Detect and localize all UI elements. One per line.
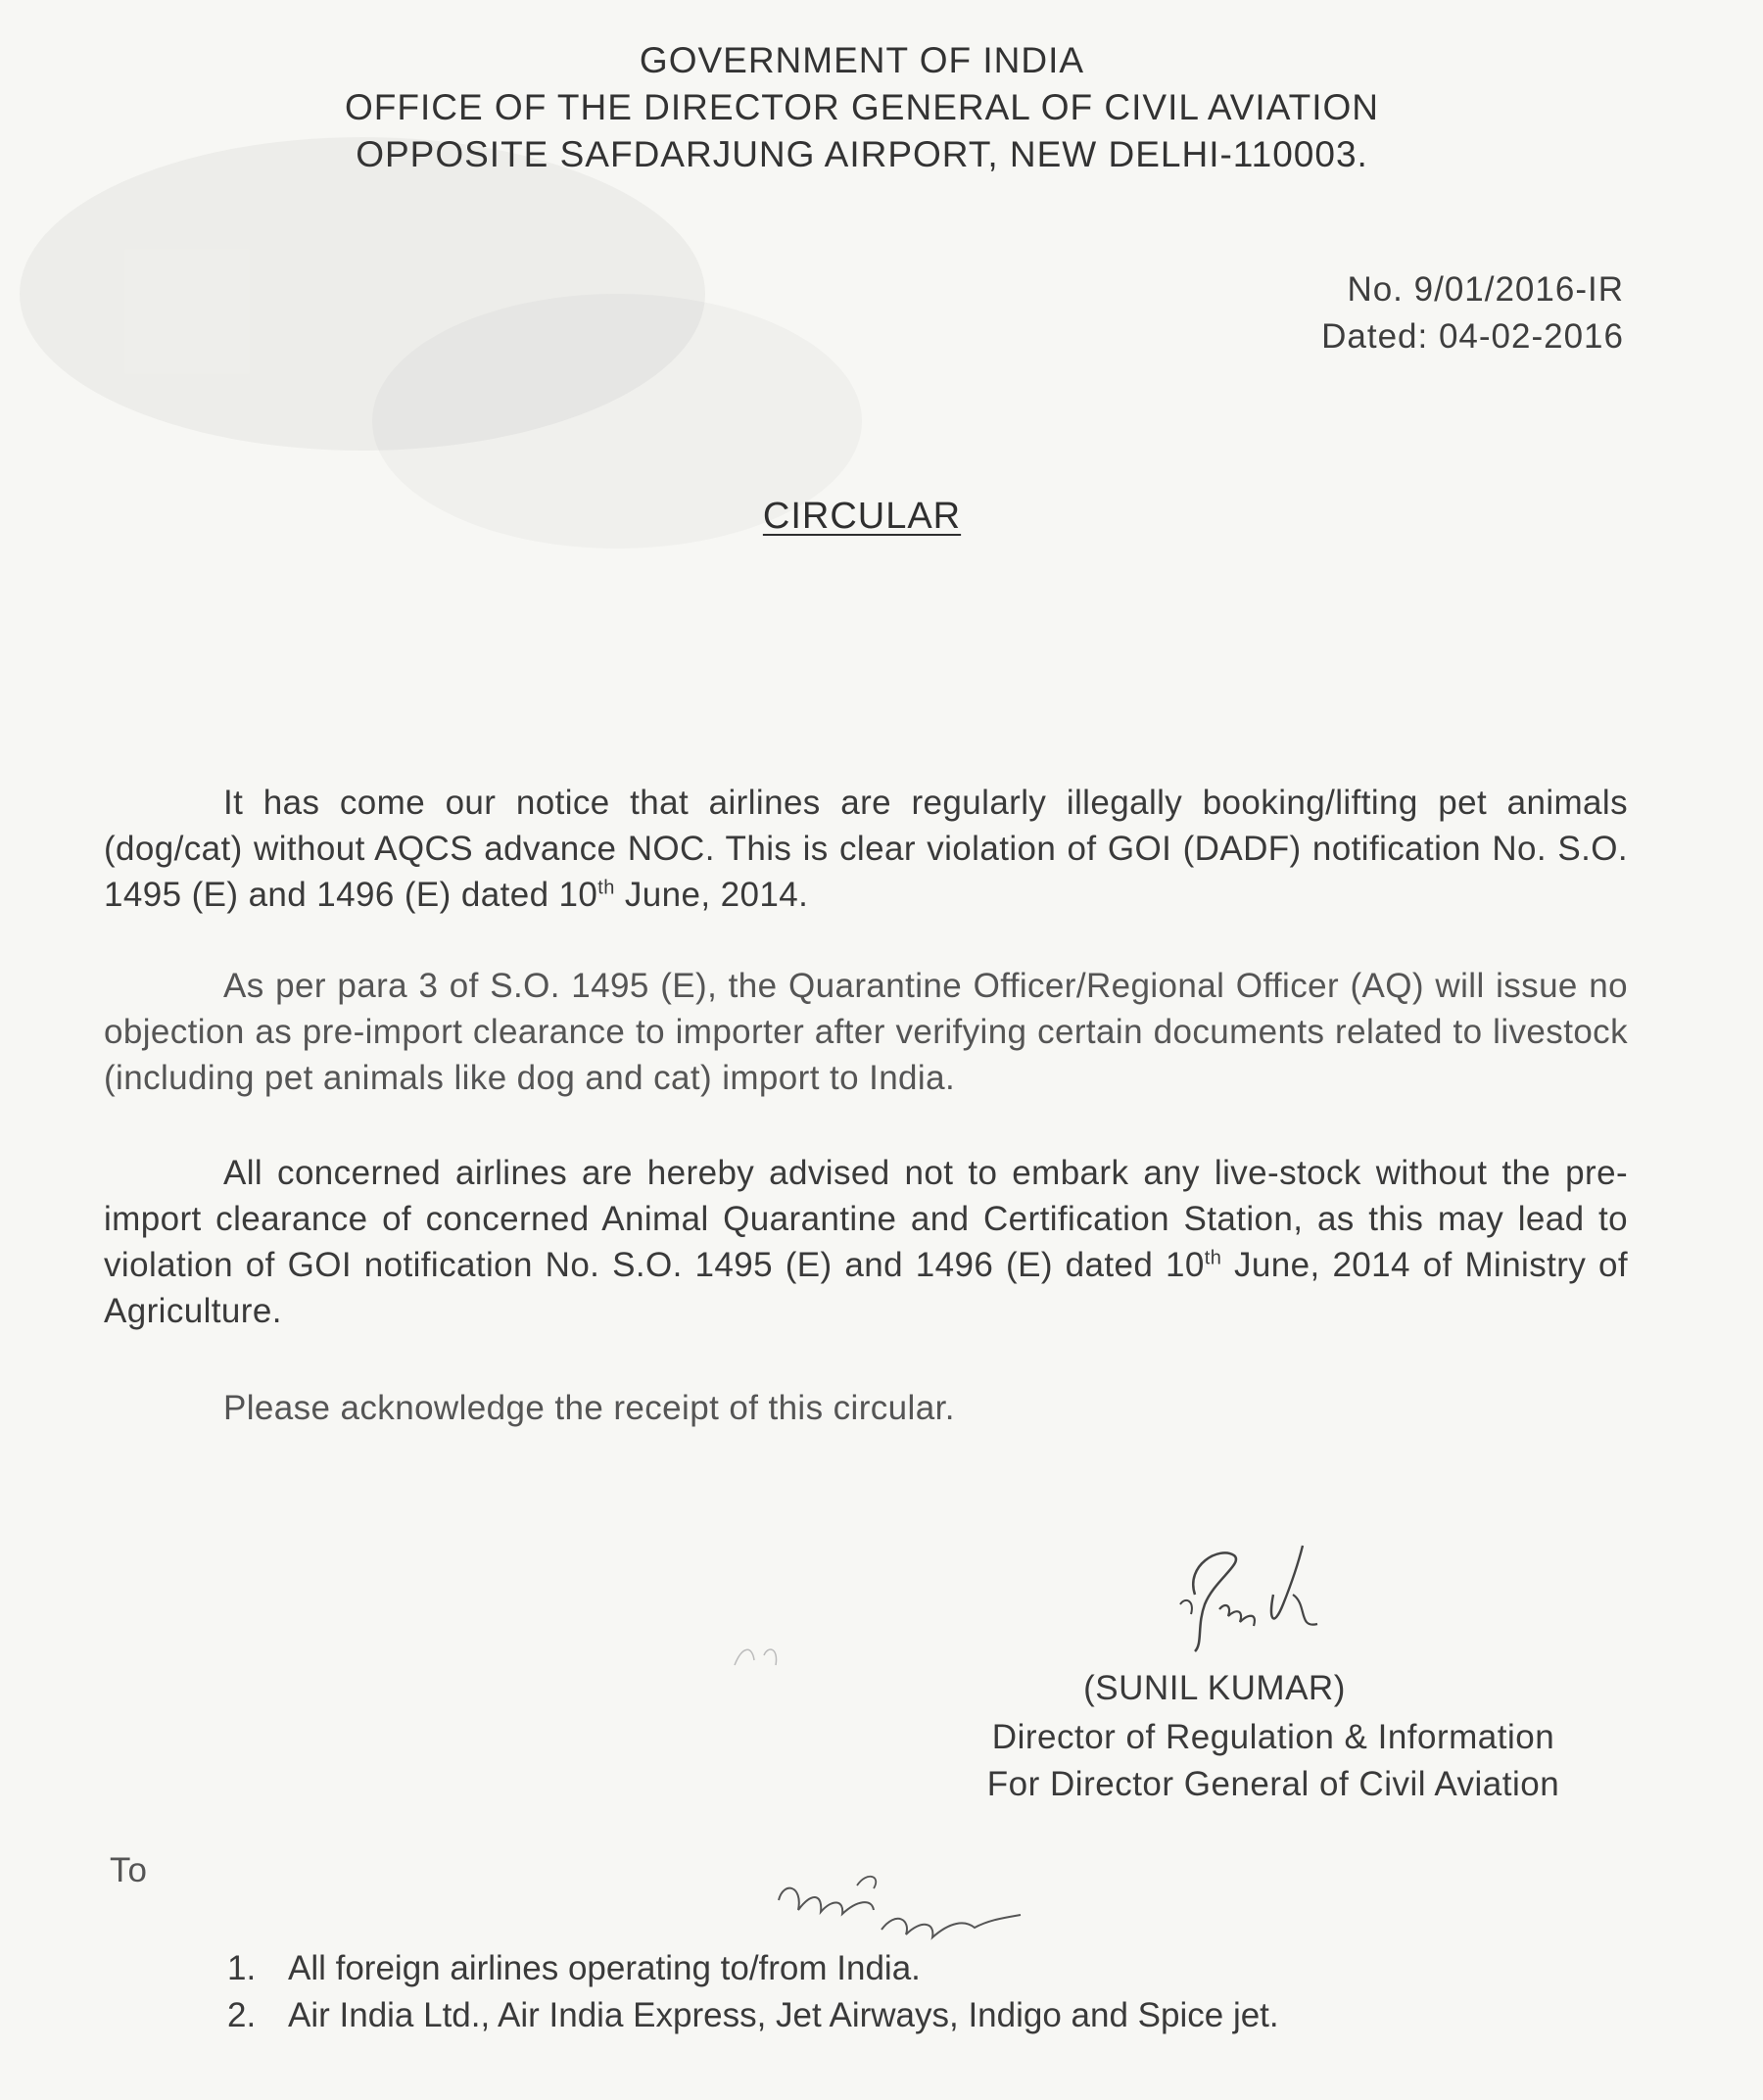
ordinal-suffix: th bbox=[597, 877, 615, 899]
recipient-list bbox=[227, 1945, 1279, 2039]
letterhead bbox=[0, 37, 1724, 178]
paragraph-4-text: Please acknowledge the receipt of this circular. bbox=[223, 1389, 955, 1427]
title-text: CIRCULAR bbox=[762, 496, 962, 537]
list-item bbox=[227, 1945, 1279, 1992]
list-item-text: All foreign airlines operating to/from India. bbox=[288, 1949, 921, 1987]
paragraph-3 bbox=[104, 1150, 1628, 1334]
faint-pencil-mark bbox=[725, 1626, 803, 1685]
list-item-number: 1. bbox=[227, 1949, 257, 1987]
paragraph-1 bbox=[104, 780, 1628, 918]
handwritten-signature bbox=[1126, 1536, 1361, 1663]
ordinal-suffix: th bbox=[1204, 1247, 1222, 1269]
list-item bbox=[227, 1992, 1279, 2039]
reference-date: Dated: 04-02-2016 bbox=[1321, 317, 1624, 356]
to-label: To bbox=[110, 1851, 148, 1889]
list-item-number: 2. bbox=[227, 1996, 257, 2034]
letterhead-line-government: GOVERNMENT OF INDIA bbox=[639, 40, 1085, 80]
document-title bbox=[0, 496, 1724, 538]
letterhead-line-address: OPPOSITE SAFDARJUNG AIRPORT, NEW DELHI-110003. bbox=[356, 134, 1368, 174]
signatory-designation: Director of Regulation & Information bbox=[991, 1718, 1555, 1756]
paragraph-2-text: As per para 3 of S.O. 1495 (E), the Quarantine Officer/Regional Officer (AQ) will issue no objection as pre-import clearance to importer after verifying certain documents related to livestock (including pet animals like dog and cat) import to India. bbox=[104, 967, 1628, 1097]
signatory-on-behalf: For Director General of Civil Aviation bbox=[986, 1765, 1560, 1803]
signatory-name: (SUNIL KUMAR) bbox=[1083, 1669, 1346, 1707]
handwritten-annotation bbox=[764, 1841, 1048, 1949]
paragraph-3-text: All concerned airlines are hereby advised not to embark any live-stock without the pre-import clearance of concerned Animal Quarantine and Certification Station, as this may lead to violation of GOI notification No. S.O. 1495 (E) and 1496 (E) dated 10 bbox=[104, 1154, 1628, 1284]
paragraph-2 bbox=[104, 963, 1628, 1101]
reference-number: No. 9/01/2016-IR bbox=[1347, 270, 1624, 309]
reference-block bbox=[1321, 266, 1624, 360]
letterhead-line-office: OFFICE OF THE DIRECTOR GENERAL OF CIVIL AVIATION bbox=[344, 87, 1380, 127]
paragraph-1-text: It has come our notice that airlines are regularly illegally booking/lifting pet animals (dog/cat) without AQCS advance NOC. This is clear violation of GOI (DADF) notification No. S.O. 1495 (E) and 1496 (E) dated 10 bbox=[104, 784, 1628, 914]
paragraph-1-tail: June, 2014. bbox=[614, 876, 809, 914]
paragraph-3-tail: June, 2014 of Ministry of Agriculture. bbox=[104, 1246, 1628, 1330]
paragraph-4 bbox=[104, 1385, 1628, 1431]
list-item-text: Air India Ltd., Air India Express, Jet Airways, Indigo and Spice jet. bbox=[288, 1996, 1279, 2034]
